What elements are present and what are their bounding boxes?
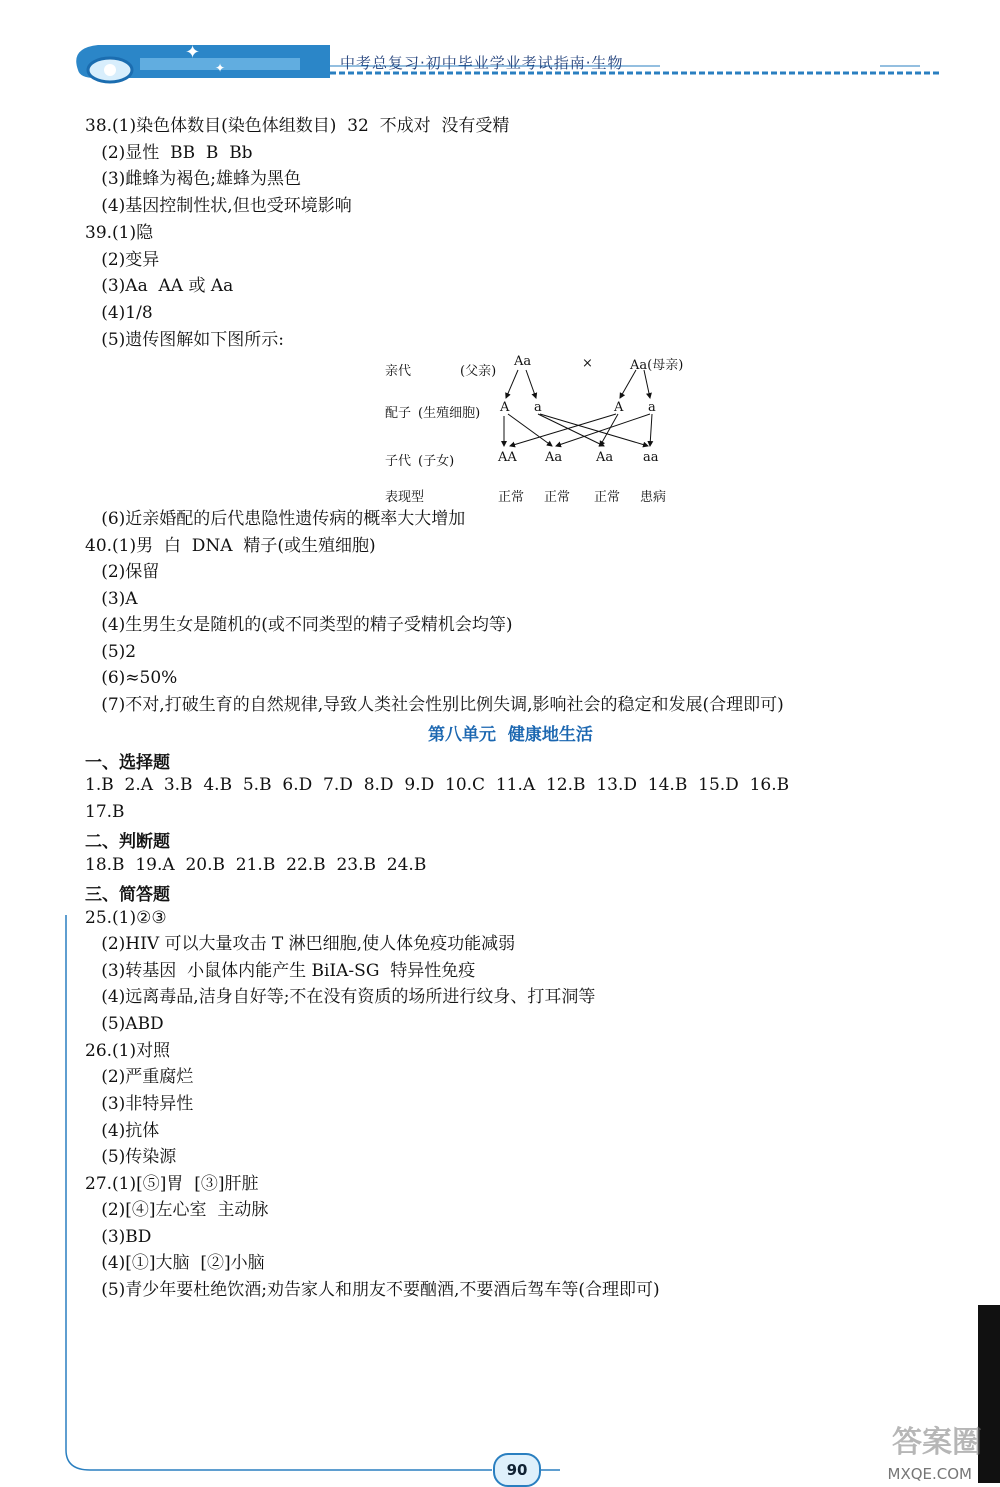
answer-line: 39.(1)隐 [85,223,154,243]
answer-line: (4)基因控制性状,但也受环境影响 [85,196,352,216]
answer-line: (2)[④]左心室 主动脉 [85,1200,269,1220]
section-title: 二、判断题 [85,832,170,852]
answer-line: (7)不对,打破生育的自然规律,导致人类社会性别比例失调,影响社会的稳定和发展(合理即可) [85,695,784,715]
diagram-parent: Aa [514,354,532,369]
diagram-row-label: 配子 [385,406,412,421]
diagram-row-note: (父亲) [460,364,497,379]
answer-line: 1.B 2.A 3.B 4.B 5.B 6.D 7.D 8.D 9.D 10.C 11.A 12.B 13.D 14.B 15.D 16.B [85,775,790,795]
diagram-row-label: 子代 [385,454,412,469]
diagram-gamete: a [648,400,656,415]
diagram-phenotype: 正常 [594,490,621,505]
unit-title: 第八单元 健康地生活 [428,725,593,745]
watermark-logo: 答案圈 [892,1425,982,1460]
answer-line: (4)远离毒品,洁身自好等;不在没有资质的场所进行纹身、打耳洞等 [85,987,596,1007]
answer-line: (3)非特异性 [85,1094,194,1114]
answer-line: (3)BD [85,1227,152,1247]
answer-line: (2)显性 BB B Bb [85,143,253,163]
page-number: 90 [493,1453,541,1487]
diagram-offspring: aa [643,450,659,465]
answer-line: (3)雌蜂为褐色;雄蜂为黑色 [85,169,302,189]
answer-line: (5)传染源 [85,1147,177,1167]
answer-line: 25.(1)②③ [85,908,167,928]
answer-line: 40.(1)男 白 DNA 精子(或生殖细胞) [85,536,376,556]
answer-line: 26.(1)对照 [85,1041,171,1061]
answer-line: (3)A [85,589,138,609]
answer-line: (2)HIV 可以大量攻击 T 淋巴细胞,使人体免疫功能减弱 [85,934,516,954]
answer-line: (4)1/8 [85,303,153,323]
diagram-gamete: A [614,400,624,415]
answer-line: (5)ABD [85,1014,164,1034]
watermark-url: MXQE.COM [887,1465,972,1483]
answer-line: (3)Aa AA 或 Aa [85,276,234,296]
answer-line: (5)2 [85,642,137,662]
diagram-row-label: 表现型 [385,490,425,505]
answer-line: (4)抗体 [85,1121,160,1141]
diagram-gamete: A [500,400,510,415]
answer-line: (3)转基因 小鼠体内能产生 BiIA-SG 特异性免疫 [85,961,476,981]
svg-text:✦: ✦ [215,61,226,75]
diagram-offspring: AA [498,450,517,465]
answer-line: 38.(1)染色体数目(染色体组数目) 32 不成对 没有受精 [85,116,510,136]
svg-text:✦: ✦ [185,42,201,63]
diagram-offspring: Aa [596,450,614,465]
diagram-row-note: (生殖细胞) [418,406,481,421]
answer-line: 18.B 19.A 20.B 21.B 22.B 23.B 24.B [85,855,427,875]
answer-line: (6)近亲婚配的后代患隐性遗传病的概率大大增加 [85,509,466,529]
answer-line: 17.B [85,802,125,822]
section-title: 三、简答题 [85,885,170,905]
answer-line: (4)[①]大脑 [②]小脑 [85,1253,265,1273]
diagram-gamete: a [534,400,542,415]
answer-line: (4)生男生女是随机的(或不同类型的精子受精机会均等) [85,615,513,635]
diagram-offspring: Aa [545,450,563,465]
header-title: 中考总复习·初中毕业学业考试指南·生物 [340,54,624,72]
diagram-row-note: (子女) [418,454,455,469]
diagram-cross: × [582,356,593,371]
answer-line: 27.(1)[⑤]胃 [③]肝脏 [85,1174,259,1194]
diagram-parent: Aa(母亲) [630,358,684,373]
answer-line: (6)≈50% [85,668,178,688]
answer-line: (2)保留 [85,562,160,582]
diagram-phenotype: 患病 [640,490,667,505]
answer-line: (2)变异 [85,250,160,270]
diagram-row-label: 亲代 [385,364,412,379]
section-title: 一、选择题 [85,753,170,773]
answer-line: (2)严重腐烂 [85,1067,194,1087]
answer-line: (5)青少年要杜绝饮酒;劝告家人和朋友不要酗酒,不要酒后驾车等(合理即可) [85,1280,660,1300]
diagram-phenotype: 正常 [498,490,525,505]
diagram-phenotype: 正常 [544,490,571,505]
answer-line: (5)遗传图解如下图所示: [85,330,285,350]
